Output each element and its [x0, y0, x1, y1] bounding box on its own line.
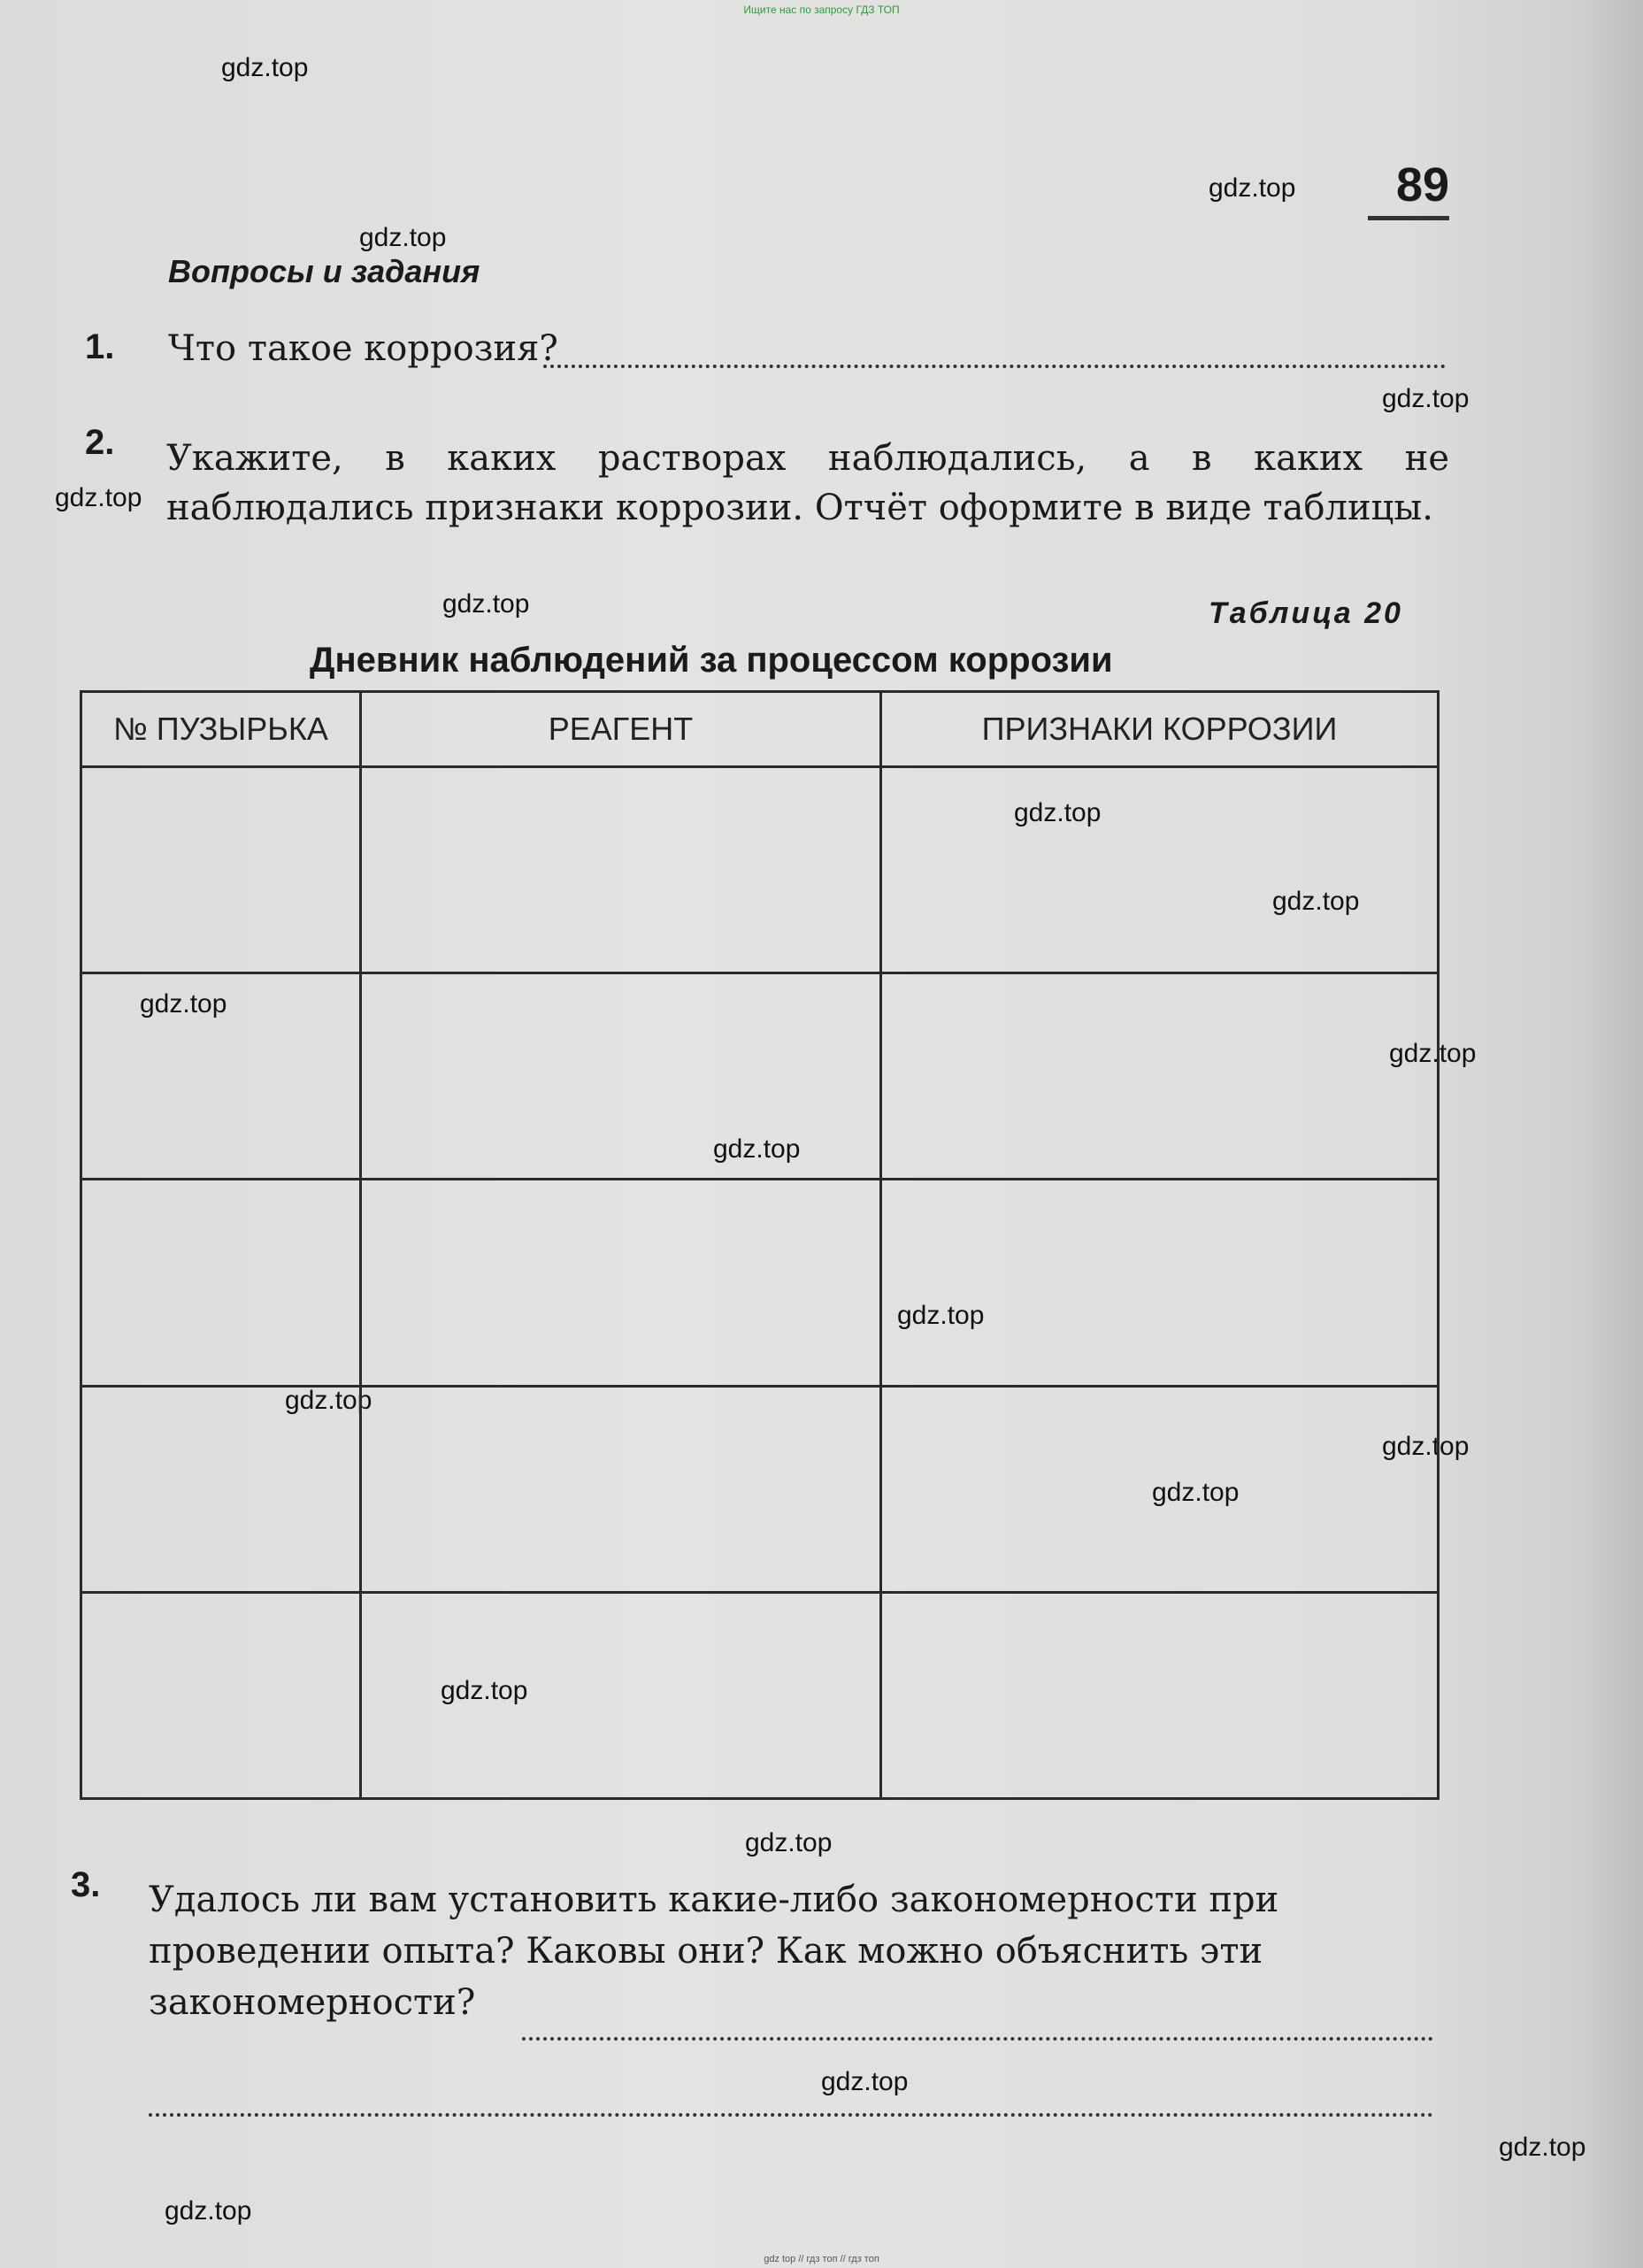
table-cell[interactable]	[361, 767, 881, 973]
watermark: gdz.top	[221, 53, 309, 82]
page-number-rule	[1368, 216, 1449, 220]
watermark: gdz.top	[1382, 1432, 1470, 1461]
watermark: gdz.top	[897, 1301, 985, 1330]
watermark: gdz.top	[165, 2196, 252, 2226]
observation-table	[80, 690, 1440, 1800]
watermark: gdz.top	[713, 1134, 801, 1164]
table-cell[interactable]	[81, 1386, 361, 1592]
question-3-answer-line-1[interactable]	[522, 2037, 1433, 2041]
question-1-text: Что такое коррозия?	[168, 328, 558, 369]
section-title: Вопросы и задания	[168, 253, 480, 289]
header-bubble-number: № ПУЗЫРЬКА	[81, 692, 361, 767]
table-cell[interactable]	[361, 973, 881, 1180]
watermark: gdz.top	[1382, 384, 1470, 413]
header-corrosion-signs: ПРИЗНАКИ КОРРОЗИИ	[881, 692, 1439, 767]
watermark: gdz.top	[359, 223, 447, 252]
watermark: gdz.top	[55, 483, 142, 512]
table-row	[81, 1180, 1439, 1386]
question-1-number: 1.	[85, 327, 115, 366]
table-row	[81, 767, 1439, 973]
table-row	[81, 1592, 1439, 1798]
table-cell[interactable]	[881, 1592, 1439, 1798]
page-number: 89	[1396, 158, 1450, 211]
table-cell[interactable]	[361, 1386, 881, 1592]
table-title: Дневник наблюдений за процессом коррозии	[310, 641, 1113, 680]
watermark: gdz.top	[1209, 173, 1296, 203]
watermark: gdz.top	[442, 589, 530, 619]
watermark: gdz.top	[285, 1386, 372, 1415]
question-3-answer-line-2[interactable]	[149, 2113, 1433, 2117]
table-cell[interactable]	[881, 1180, 1439, 1386]
watermark: gdz.top	[1389, 1039, 1477, 1068]
table-header-row	[81, 692, 1439, 767]
table-row	[81, 973, 1439, 1180]
question-2-number: 2.	[85, 423, 115, 462]
watermark: gdz.top	[140, 989, 227, 1019]
table-cell[interactable]	[361, 1180, 881, 1386]
table-cell[interactable]	[881, 1386, 1439, 1592]
table-label: Таблица 20	[1209, 596, 1403, 630]
footer-banner: gdz top // гдз топ // гдз топ	[764, 2254, 879, 2264]
watermark: gdz.top	[441, 1676, 528, 1705]
watermark: gdz.top	[745, 1828, 833, 1857]
watermark: gdz.top	[1499, 2133, 1586, 2162]
question-2-text: Укажите, в каких растворах наблюдались, а в каких не наблюдались признаки коррозии. Отчёт оформите в виде таблицы.	[166, 438, 1449, 528]
table-cell[interactable]	[881, 973, 1439, 1180]
header-reagent: РЕАГЕНТ	[361, 692, 881, 767]
table-cell[interactable]	[81, 1180, 361, 1386]
watermark: gdz.top	[1014, 798, 1102, 827]
table-cell[interactable]	[81, 767, 361, 973]
question-3-text: Удалось ли вам установить какие-либо закономерности при проведении опыта? Каковы они? Как можно объяснить эти закономерности?	[149, 1880, 1279, 2023]
table-cell[interactable]	[81, 973, 361, 1180]
question-1-answer-line[interactable]	[543, 365, 1446, 368]
table-cell[interactable]	[81, 1592, 361, 1798]
watermark: gdz.top	[1272, 887, 1360, 916]
question-3-number: 3.	[71, 1865, 101, 1904]
watermark: gdz.top	[821, 2067, 909, 2096]
watermark: gdz.top	[1152, 1478, 1240, 1507]
table-cell[interactable]	[361, 1592, 881, 1798]
table-cell[interactable]	[881, 767, 1439, 973]
search-banner[interactable]: Ищите нас по запросу ГДЗ ТОП	[743, 4, 900, 16]
table-row	[81, 1386, 1439, 1592]
